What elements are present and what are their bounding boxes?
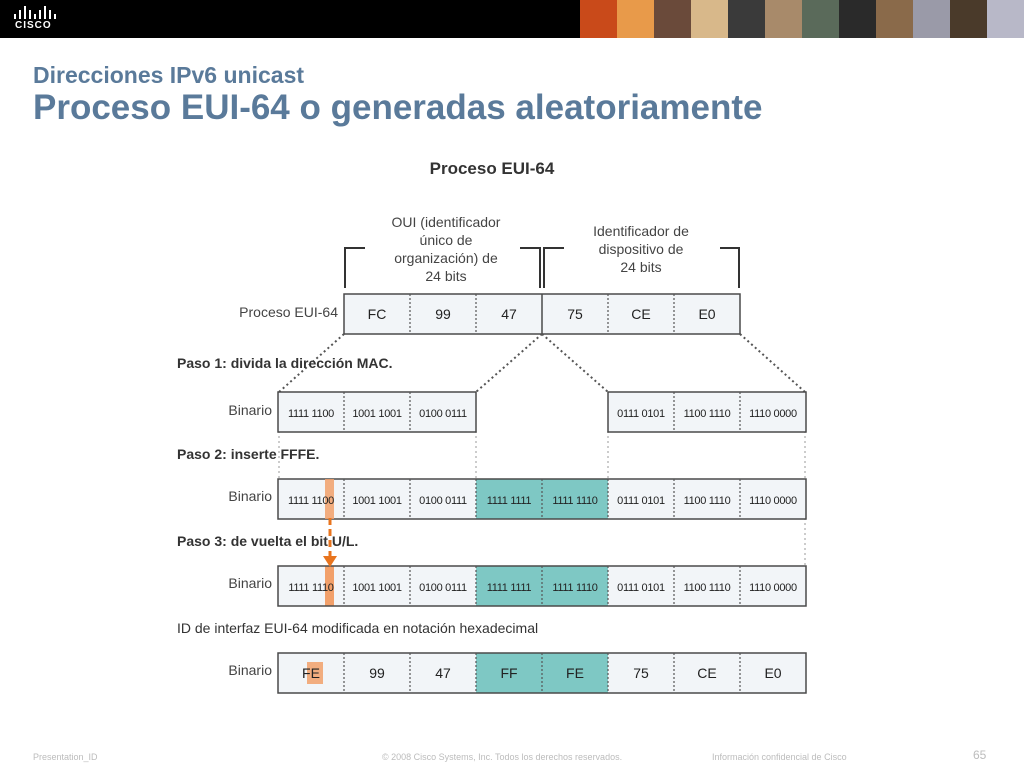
oui-label-line: único de (419, 232, 473, 248)
cell-text: CE (631, 306, 651, 322)
step3-binary-label: Binario (228, 575, 272, 591)
cisco-logo-text: CISCO (15, 20, 52, 31)
cell-text: 1110 0000 (749, 408, 797, 420)
cell-text: 47 (435, 665, 451, 681)
cell-text: 1111 1110 (288, 582, 334, 594)
cell-text: FC (367, 306, 387, 322)
zoom-line (476, 334, 542, 392)
slide-title: Proceso EUI-64 o generadas aleatoriamente (33, 88, 763, 127)
cell-text: 47 (501, 306, 517, 322)
device-label-line: dispositivo de (598, 241, 684, 257)
step1-binary-label: Binario (228, 402, 272, 418)
cell-text: 1111 1110 (552, 495, 598, 507)
cell-text: 0111 0101 (617, 495, 665, 507)
zoom-line (740, 334, 805, 392)
cell-text: 1111 1111 (486, 582, 532, 594)
device-label-line: Identificador de (593, 223, 689, 239)
page-number: 65 (973, 748, 987, 762)
cell-text: 75 (567, 306, 583, 322)
step1-binary-row (278, 392, 806, 432)
step2-label: Paso 2: inserte FFFE. (177, 446, 320, 462)
oui-label-line: 24 bits (425, 268, 467, 284)
cell-text: CE (697, 665, 717, 681)
oui-label-line: organización) de (394, 250, 498, 266)
slide-subtitle: Direcciones IPv6 unicast (33, 62, 305, 88)
cell-text: 1110 0000 (749, 582, 797, 594)
step1-label: Paso 1: divida la dirección MAC. (177, 355, 393, 371)
cell-text: FE (566, 665, 584, 681)
oui-label (392, 214, 501, 284)
footer-presentation-id: Presentation_ID (33, 752, 98, 762)
cell-text: 0111 0101 (617, 408, 665, 420)
diagram-heading: Proceso EUI-64 (429, 159, 555, 178)
step3-label: Paso 3: de vuelta el bit U/L. (177, 533, 359, 549)
cell-text: 0100 0111 (419, 495, 467, 507)
cell-text: FF (500, 665, 518, 681)
step2-binary-label: Binario (228, 488, 272, 504)
oui-bracket-left (345, 248, 365, 288)
mac-row-label: Proceso EUI-64 (239, 304, 338, 320)
cell-text: 1001 1001 (352, 582, 402, 594)
oui-label-line: OUI (identificador (391, 214, 501, 230)
mac-address-row (344, 294, 740, 334)
cell-text: 1111 1100 (287, 408, 335, 420)
final-caption: ID de interfaz EUI-64 modificada en notación hexadecimal (177, 620, 539, 636)
cell-text: 99 (435, 306, 451, 322)
zoom-line (542, 334, 608, 392)
cell-text: 1100 1110 (683, 495, 731, 507)
cell-text: E0 (698, 306, 716, 322)
cell-text: E0 (764, 665, 782, 681)
cell-text: 0111 0101 (617, 582, 665, 594)
step2-binary-row (278, 479, 806, 519)
final-hex-row (278, 653, 806, 693)
cell-text: 0100 0111 (419, 408, 467, 420)
cell-text: 1100 1110 (683, 408, 731, 420)
cell-text: 1001 1001 (352, 408, 402, 420)
cell-text: 99 (369, 665, 385, 681)
step3-binary-row (278, 566, 806, 606)
final-binary-label: Binario (228, 662, 272, 678)
device-label (593, 223, 689, 275)
cell-text: 1110 0000 (749, 495, 797, 507)
cell-text: FE (302, 665, 320, 681)
cell-text: 1111 1110 (552, 582, 598, 594)
cell-text: 1100 1110 (683, 582, 731, 594)
cell-text: 1001 1001 (352, 495, 402, 507)
footer-confidential: Información confidencial de Cisco (712, 752, 847, 762)
oui-bracket-right (520, 248, 540, 288)
cell-text: 75 (633, 665, 649, 681)
cell-text: 1111 1100 (287, 495, 335, 507)
cell-text: 0100 0111 (419, 582, 467, 594)
device-label-line: 24 bits (620, 259, 662, 275)
device-bracket-left (544, 248, 564, 288)
cell-text: 1111 1111 (486, 495, 532, 507)
device-bracket-right (720, 248, 739, 288)
footer-copyright: © 2008 Cisco Systems, Inc. Todos los derechos reservados. (382, 752, 623, 762)
